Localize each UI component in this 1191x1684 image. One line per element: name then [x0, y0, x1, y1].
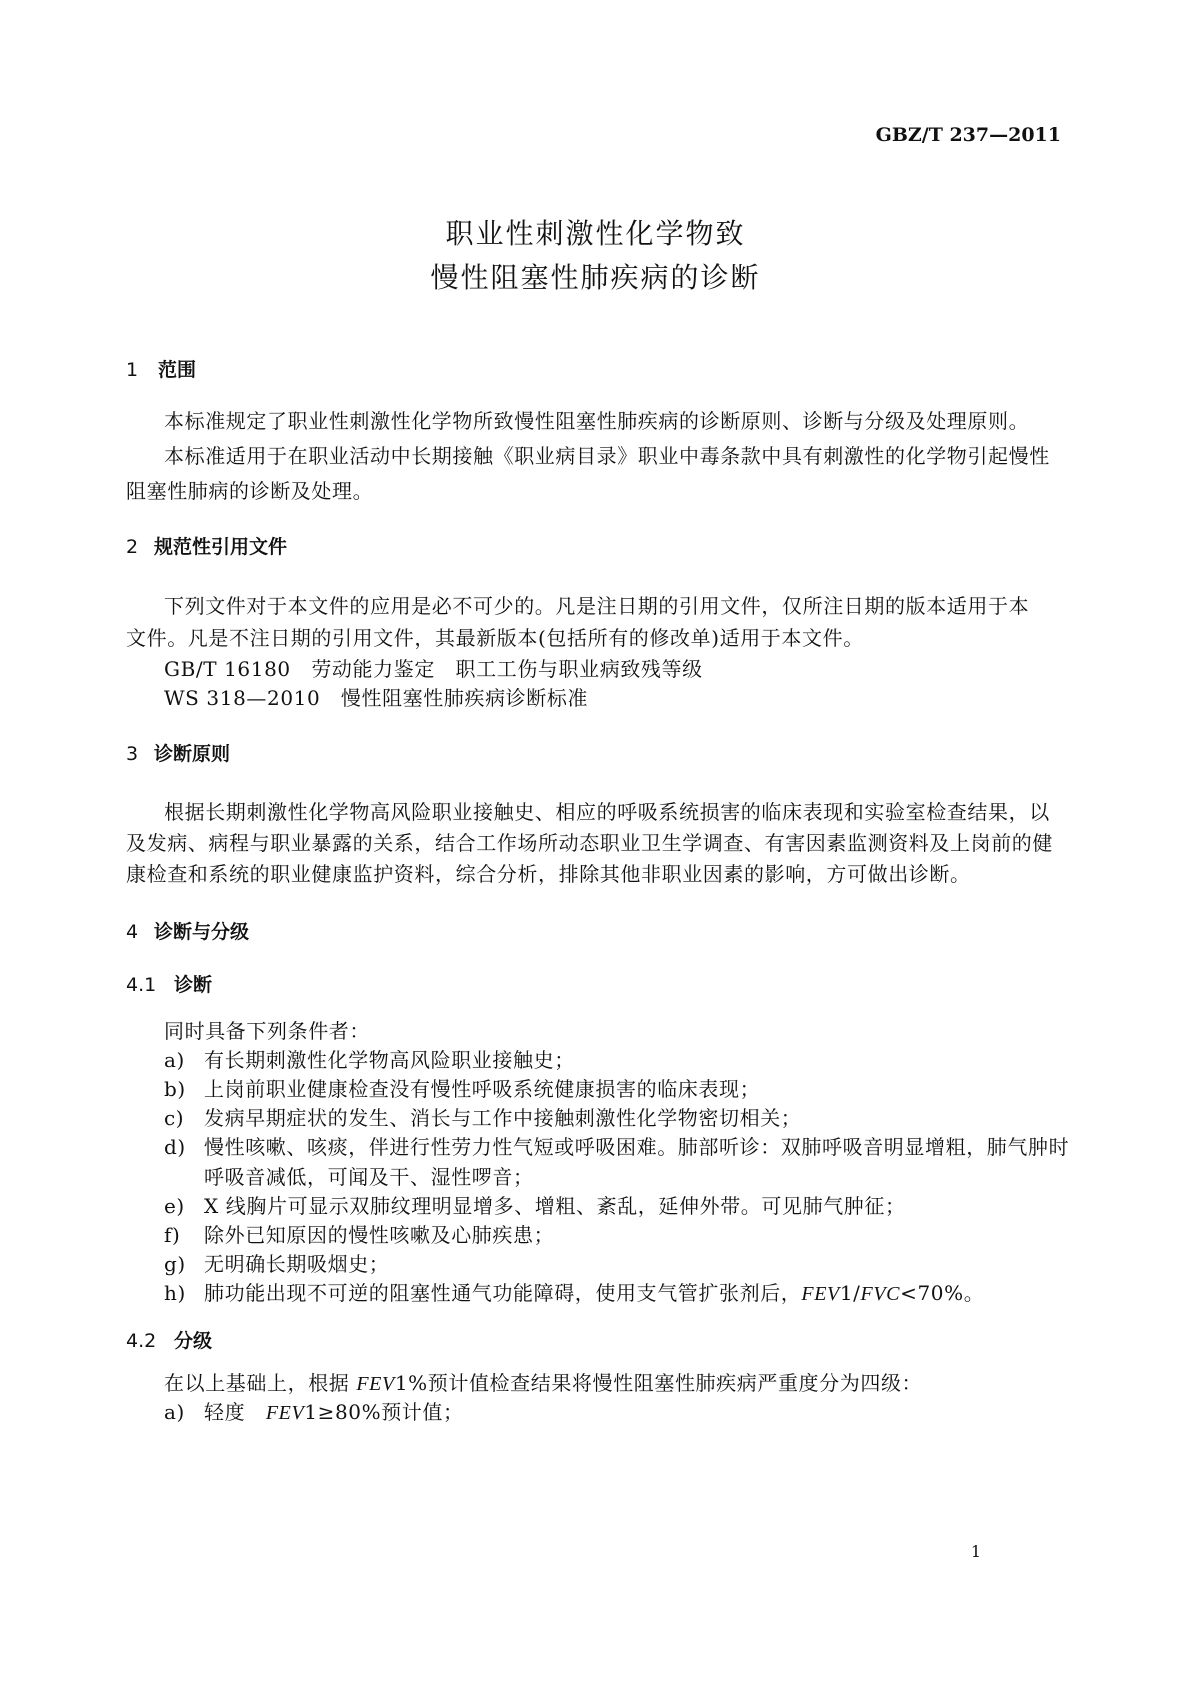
- section-2-heading: [126, 532, 287, 559]
- normative-reference-1: GB/T 16180 劳动能力鉴定 职工工伤与职业病致残等级: [164, 657, 703, 681]
- document-title-line-2: 慢性阻塞性肺疾病的诊断: [430, 261, 761, 294]
- list-item: [164, 1073, 760, 1102]
- grading-intro: [164, 1367, 922, 1396]
- grading-intro-text: 在以上基础上，根据: [164, 1371, 357, 1395]
- section-number: 4.1: [126, 974, 157, 996]
- grade-criterion: 1≥80%预计值；: [304, 1400, 464, 1424]
- section-1-paragraph-2-line-1: 本标准适用于在职业活动中长期接触《职业病目录》职业中毒条款中具有刺激性的化学物引起慢性: [164, 444, 1050, 468]
- section-number: 2: [126, 536, 139, 558]
- list-item-text: X 线胸片可显示双肺纹理明显增多、增粗、紊乱，延伸外带。可见肺气肿征；: [204, 1194, 906, 1218]
- section-title: 分级: [174, 1330, 213, 1352]
- fvc-term: FVC: [860, 1283, 901, 1305]
- section-1-paragraph-1: 本标准规定了职业性刺激性化学物所致慢性阻塞性肺疾病的诊断原则、诊断与分级及处理原则。: [164, 409, 1030, 433]
- list-item-text: 发病早期症状的发生、消长与工作中接触刺激性化学物密切相关；: [204, 1106, 802, 1130]
- list-item-text: 上岗前职业健康检查没有慢性呼吸系统健康损害的临床表现；: [204, 1077, 761, 1101]
- list-item: [164, 1277, 984, 1306]
- list-item-label: a): [164, 1400, 185, 1424]
- section-1-heading: [126, 355, 196, 382]
- section-4-heading: [126, 917, 249, 944]
- list-item-continuation: 呼吸音减低，可闻及干、湿性啰音；: [204, 1165, 534, 1189]
- list-item-text: 慢性咳嗽、咳痰，伴进行性劳力性气短或呼吸困难。肺部听诊：双肺呼吸音明显增粗，肺气肿时: [204, 1135, 1070, 1159]
- diagnosis-intro: 同时具备下列条件者：: [164, 1019, 370, 1043]
- list-item-label: f): [164, 1223, 181, 1247]
- list-item: [164, 1219, 554, 1248]
- section-title: 诊断与分级: [154, 921, 250, 943]
- list-item-label: c): [164, 1106, 185, 1130]
- section-4-2-heading: [126, 1326, 212, 1353]
- fev-term: FEV: [356, 1373, 395, 1395]
- list-item-label: b): [164, 1077, 186, 1101]
- list-item-text: 除外已知原因的慢性咳嗽及心肺疾患；: [204, 1223, 555, 1247]
- section-title: 范围: [158, 359, 197, 381]
- section-4-1-heading: [126, 970, 212, 997]
- list-item: [164, 1044, 575, 1073]
- section-number: 4: [126, 921, 139, 943]
- section-title: 规范性引用文件: [154, 536, 288, 558]
- section-2-paragraph-line-2: 文件。凡是不注日期的引用文件，其最新版本(包括所有的修改单)适用于本文件。: [126, 626, 864, 650]
- page-number: 1: [970, 1542, 981, 1561]
- section-number: 1: [126, 359, 139, 381]
- section-3-heading: [126, 739, 230, 766]
- fev-term: FEV: [801, 1283, 840, 1305]
- section-number: 3: [126, 743, 139, 765]
- list-item: [164, 1190, 906, 1219]
- fev-term: FEV: [265, 1402, 305, 1424]
- list-item: [164, 1131, 1069, 1160]
- section-2-paragraph-line-1: 下列文件对于本文件的应用是必不可少的。凡是注日期的引用文件，仅所注日期的版本适用于本: [164, 594, 1030, 618]
- list-item-text: 有长期刺激性化学物高风险职业接触史；: [204, 1048, 575, 1072]
- section-1-paragraph-2-line-2: 阻塞性肺病的诊断及处理。: [126, 479, 374, 503]
- section-3-paragraph-line-2: 及发病、病程与职业暴露的关系，结合工作场所动态职业卫生学调查、有害因素监测资料及上岗前的健: [126, 831, 1053, 855]
- list-item-label: a): [164, 1048, 185, 1072]
- list-item-text: 肺功能出现不可逆的阻塞性通气功能障碍，使用支气管扩张剂后，: [204, 1281, 802, 1305]
- fev-ratio-sep: 1/: [839, 1281, 861, 1305]
- section-3-paragraph-line-3: 康检查和系统的职业健康监护资料，综合分析，排除其他非职业因素的影响，方可做出诊断。: [126, 862, 971, 886]
- list-item-label: g): [164, 1252, 186, 1276]
- document-title-line-1: 职业性刺激性化学物致: [445, 217, 746, 250]
- list-item-label: e): [164, 1194, 185, 1218]
- section-title: 诊断原则: [154, 743, 231, 765]
- list-item-label: h): [164, 1281, 186, 1305]
- section-title: 诊断: [174, 974, 213, 996]
- document-code: GBZ/T 237—2011: [875, 124, 1061, 146]
- list-item: [164, 1102, 801, 1131]
- list-item-label: d): [164, 1135, 186, 1159]
- fev-ratio-threshold: <70%。: [900, 1281, 985, 1305]
- grading-intro-rest: 1%预计值检查结果将慢性阻塞性肺疾病严重度分为四级：: [394, 1371, 923, 1395]
- section-3-paragraph-line-1: 根据长期刺激性化学物高风险职业接触史、相应的呼吸系统损害的临床表现和实验室检查结果，以: [164, 800, 1050, 824]
- grading-item-a: [164, 1396, 464, 1425]
- list-item-text: 无明确长期吸烟史；: [204, 1252, 390, 1276]
- list-item: [164, 1248, 389, 1277]
- normative-reference-2: WS 318—2010 慢性阻塞性肺疾病诊断标准: [164, 686, 589, 710]
- grade-name: 轻度: [204, 1400, 266, 1424]
- section-number: 4.2: [126, 1330, 157, 1352]
